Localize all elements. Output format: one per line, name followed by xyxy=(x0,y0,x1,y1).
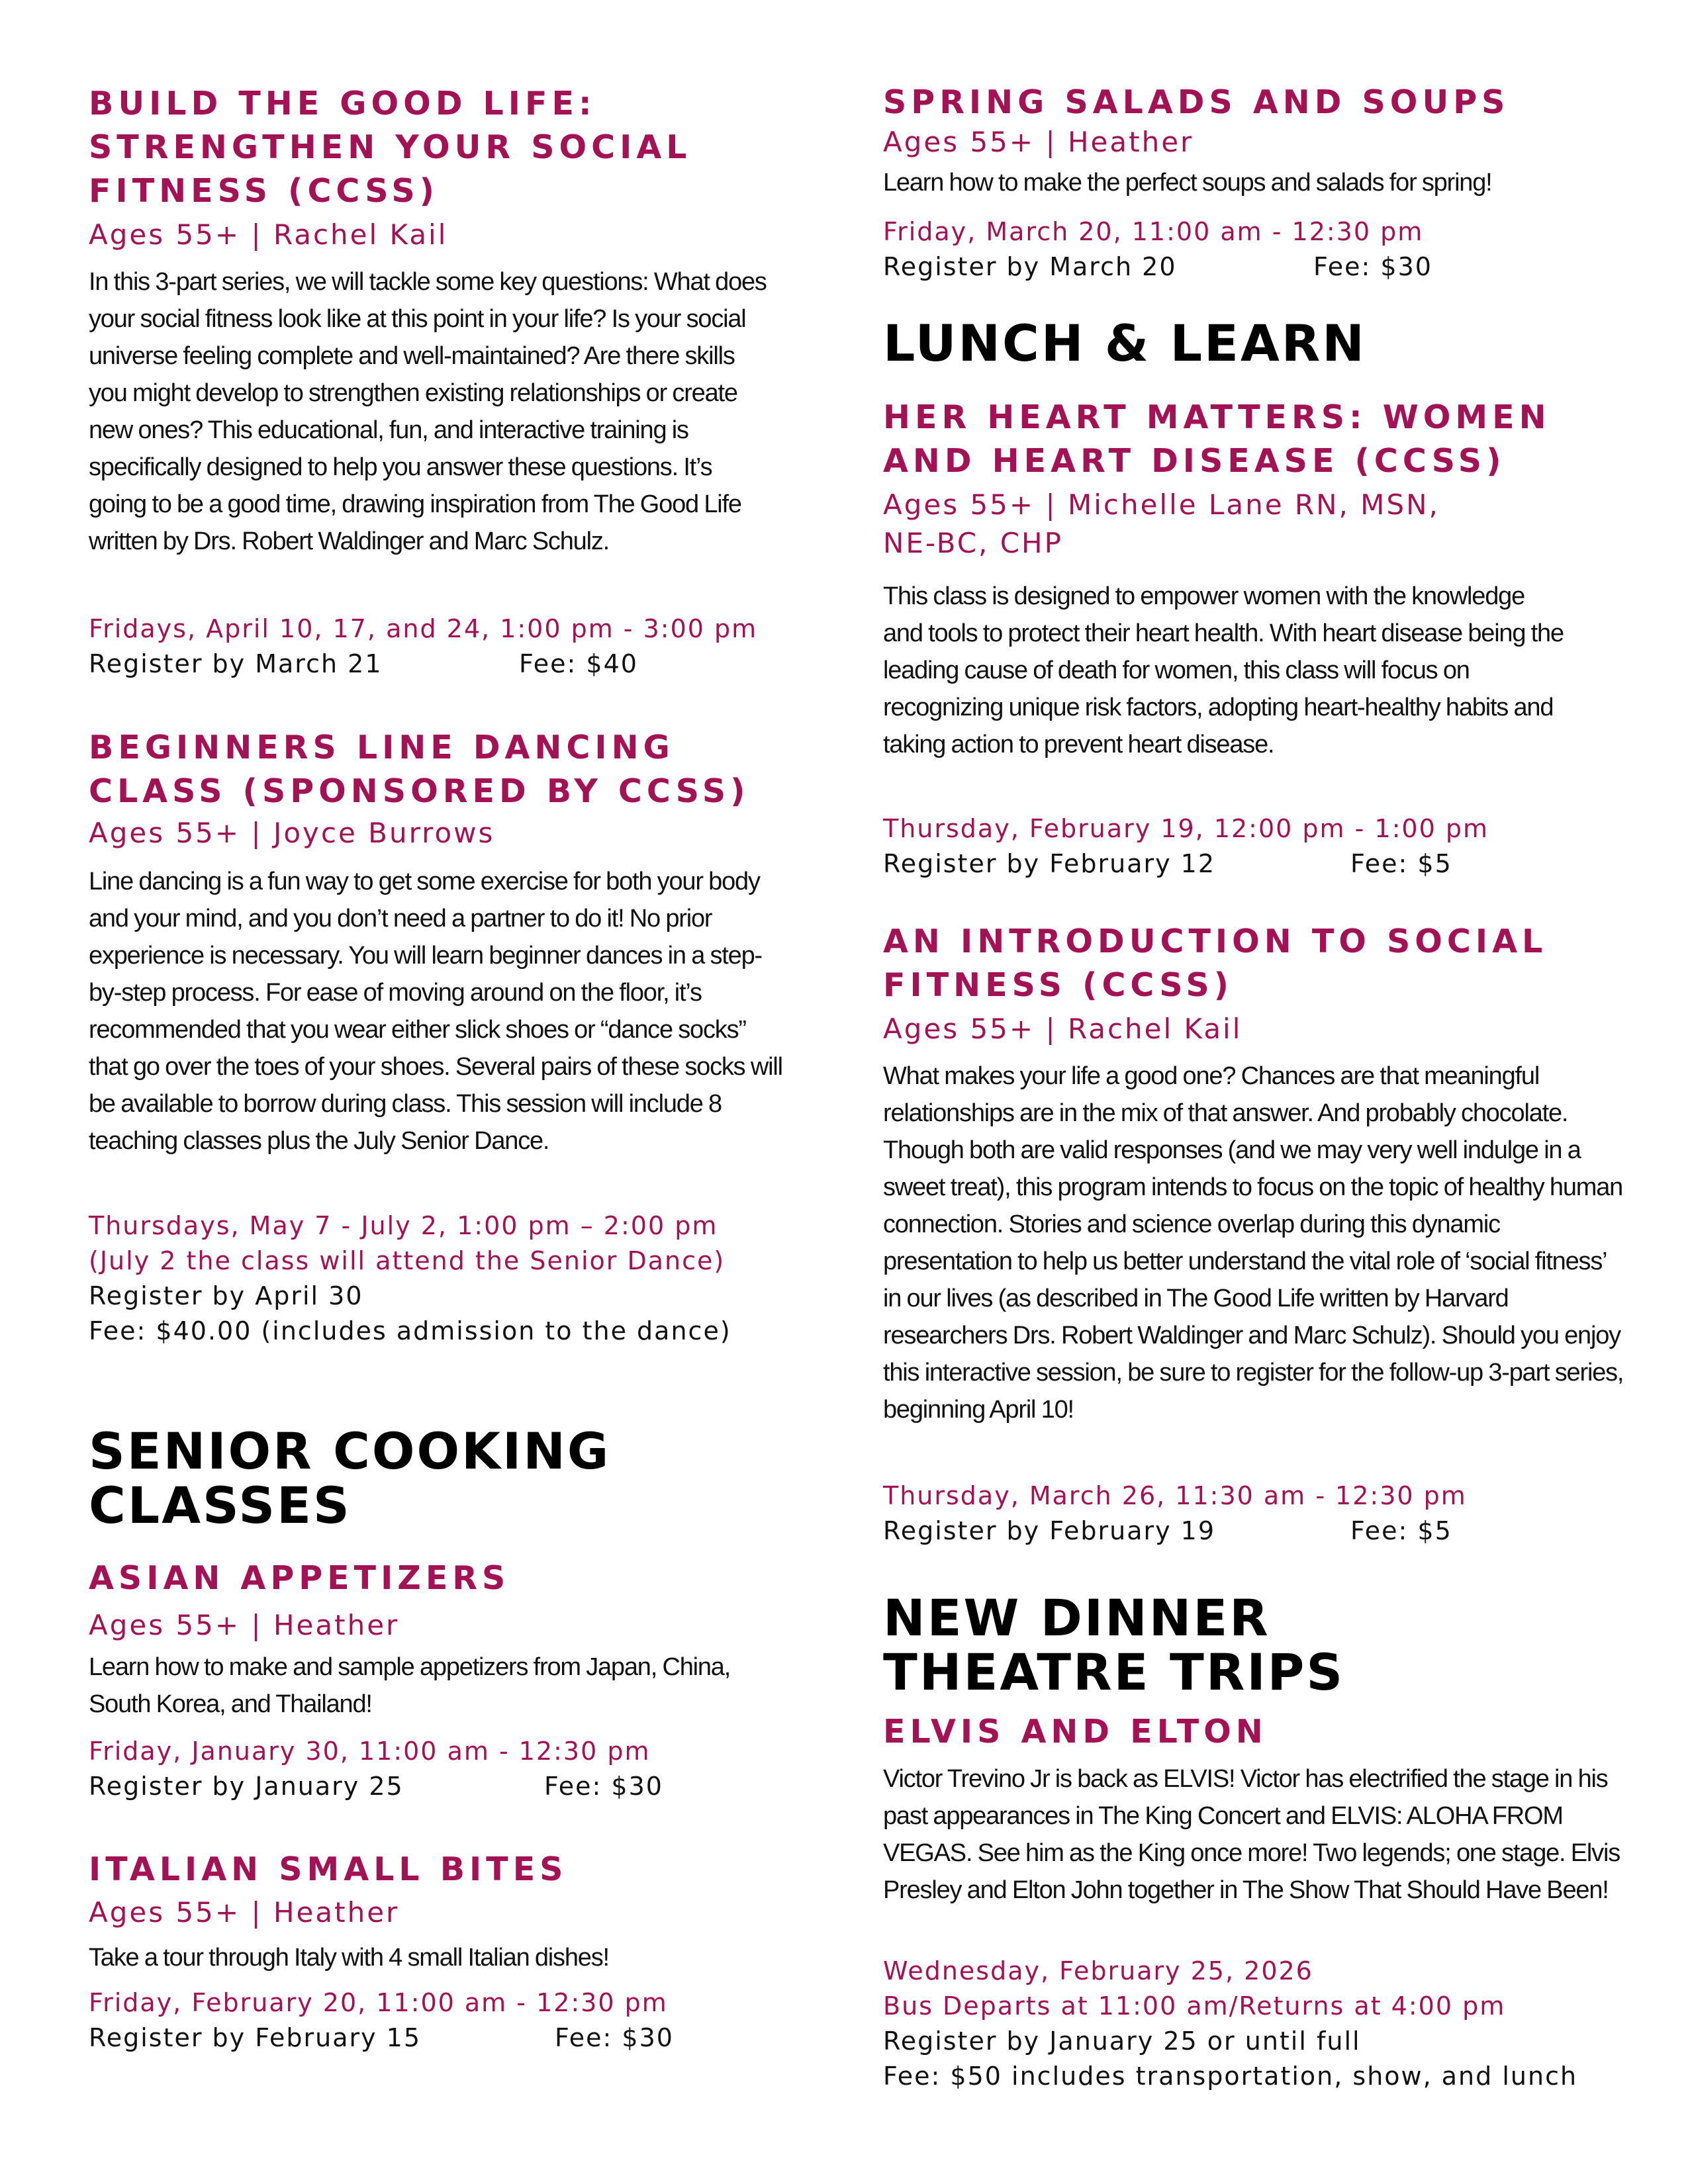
section-heading-senior-cooking: SENIOR COOKING CLASSES xyxy=(89,1422,611,1535)
register-deadline: Register by March 20 xyxy=(883,252,1177,281)
event-description: Learn how to make the perfect soups and salads for spring! xyxy=(883,169,1492,197)
event-fee: Fee: $30 xyxy=(555,2023,674,2052)
event-description: Victor Trevino Jr is back as ELVIS! Victor has electrified the stage in his past appearances in The King Concert and ELVIS: ALOHA FROM VEGAS. See him as the King once more! Two legends; one stage. Elvis Presley and Elton John together in The Show That Should Have Been! xyxy=(883,1765,1620,1904)
event-registration xyxy=(89,1769,837,1804)
event-subtitle: Ages 55+ | Rachel Kail xyxy=(883,1013,1243,1045)
event-title: ASIAN APPETIZERS xyxy=(89,1559,510,1597)
event-registration xyxy=(89,1279,837,1349)
register-deadline: Register by April 30 xyxy=(89,1281,363,1310)
event-date: Fridays, April 10, 17, and 24, 1:00 pm - 3:00 pm xyxy=(89,614,758,643)
event-date: Wednesday, February 25, 2026 Bus Departs at 11:00 am/Returns at 4:00 pm xyxy=(883,1956,1506,2021)
event-subtitle: Ages 55+ | Rachel Kail xyxy=(89,218,448,251)
event-title: AN INTRODUCTION TO SOCIAL FITNESS (CCSS) xyxy=(883,923,1548,1004)
register-deadline: Register by February 15 xyxy=(89,2023,422,2052)
event-fee: Fee: $30 xyxy=(1313,252,1432,281)
event-date: Friday, March 20, 11:00 am - 12:30 pm xyxy=(883,217,1424,246)
event-date: Friday, January 30, 11:00 am - 12:30 pm xyxy=(89,1737,651,1766)
event-subtitle: Ages 55+ | Heather xyxy=(883,126,1194,158)
section-heading-dinner-theatre: NEW DINNER THEATRE TRIPS xyxy=(883,1588,1345,1702)
event-description: Learn how to make and sample appetizers from Japan, China, South Korea, and Thailand! xyxy=(89,1653,731,1718)
event-description: In this 3-part series, we will tackle some key questions: What does your social fitness look like at this point in your life? Is your social universe feeling complete and well-maintained? Are there skills you might develop to strengthen existing relationships or create new ones? This educational, fun, and interactive training is specifically designed to help you answer these questions. It’s going to be a good time, drawing inspiration from The Good Life written by Drs. Robert Waldinger and Marc Schulz. xyxy=(89,268,767,555)
event-title: HER HEART MATTERS: WOMEN AND HEART DISEASE (CCSS) xyxy=(883,398,1551,480)
register-deadline: Register by February 19 xyxy=(883,1516,1216,1545)
event-fee: Fee: $50 includes transportation, show, and lunch xyxy=(883,2062,1578,2091)
event-date: Thursday, February 19, 12:00 pm - 1:00 pm xyxy=(883,814,1489,843)
event-subtitle: Ages 55+ | Heather xyxy=(89,1896,400,1929)
event-description: Take a tour through Italy with 4 small Italian dishes! xyxy=(89,1944,609,1972)
event-fee: Fee: $40 xyxy=(519,649,638,678)
event-description: Line dancing is a fun way to get some exercise for both your body and your mind, and you don’t need a partner to do it! No prior experience is necessary. You will learn beginner dances in a step-by-step process. For ease of moving around on the floor, it’s recommended that you wear either slick shoes or “dance socks” that go over the toes of your shoes. Several pairs of these socks will be available to borrow during class. This session will include 8 teaching classes plus the July Senior Dance. xyxy=(89,868,782,1155)
event-title: ELVIS AND ELTON xyxy=(883,1713,1268,1751)
event-registration xyxy=(883,1514,1631,1549)
event-fee: Fee: $5 xyxy=(1350,849,1452,878)
register-deadline: Register by March 21 xyxy=(89,649,383,678)
event-title: ITALIAN SMALL BITES xyxy=(89,1850,568,1888)
event-registration xyxy=(89,2021,837,2056)
register-deadline: Register by February 12 xyxy=(883,849,1216,878)
event-date: Thursday, March 26, 11:30 am - 12:30 pm xyxy=(883,1481,1467,1510)
event-subtitle: Ages 55+ | Michelle Lane RN, MSN, NE-BC, CHP xyxy=(883,488,1440,559)
event-registration xyxy=(89,647,837,682)
event-description: This class is designed to empower women with the knowledge and tools to protect their heart health. With heart disease being the leading cause of death for women, this class will focus on recognizing unique risk factors, adopting heart-healthy habits and taking action to prevent heart disease. xyxy=(883,582,1564,758)
event-description: What makes your life a good one? Chances are that meaningful relationships are in the mix of that answer. And probably chocolate. Though both are valid responses (and we may very well indulge in a sweet treat), this program intends to focus on the topic of healthy human connection. Stories and science overlap during this dynamic presentation to help us better understand the vital role of ‘social fitness’ in our lives (as described in The Good Life written by Harvard researchers Drs. Robert Waldinger and Marc Schulz). Should you enjoy this interactive session, be sure to register for the follow-up 3-part series, beginning April 10! xyxy=(883,1062,1624,1424)
event-title: BUILD THE GOOD LIFE: STRENGTHEN YOUR SOCIAL FITNESS (CCSS) xyxy=(89,85,692,210)
event-title: BEGINNERS LINE DANCING CLASS (SPONSORED BY CCSS) xyxy=(89,729,750,810)
event-fee: Fee: $40.00 (includes admission to the dance) xyxy=(89,1316,731,1345)
register-deadline: Register by January 25 xyxy=(89,1772,404,1801)
event-date: Friday, February 20, 11:00 am - 12:30 pm xyxy=(89,1988,668,2017)
event-subtitle: Ages 55+ | Joyce Burrows xyxy=(89,817,495,849)
event-registration xyxy=(883,2024,1631,2094)
event-fee: Fee: $30 xyxy=(544,1772,663,1801)
event-date: Thursdays, May 7 - July 2, 1:00 pm – 2:00 pm (July 2 the class will attend the Senior Dance) xyxy=(89,1211,726,1275)
section-heading-lunch-learn: LUNCH & LEARN xyxy=(883,314,1366,373)
event-fee: Fee: $5 xyxy=(1350,1516,1452,1545)
event-registration xyxy=(883,846,1631,882)
event-subtitle: Ages 55+ | Heather xyxy=(89,1609,400,1641)
event-title: SPRING SALADS AND SOUPS xyxy=(883,83,1510,121)
register-deadline: Register by January 25 or until full xyxy=(883,2026,1361,2056)
event-registration xyxy=(883,250,1631,285)
